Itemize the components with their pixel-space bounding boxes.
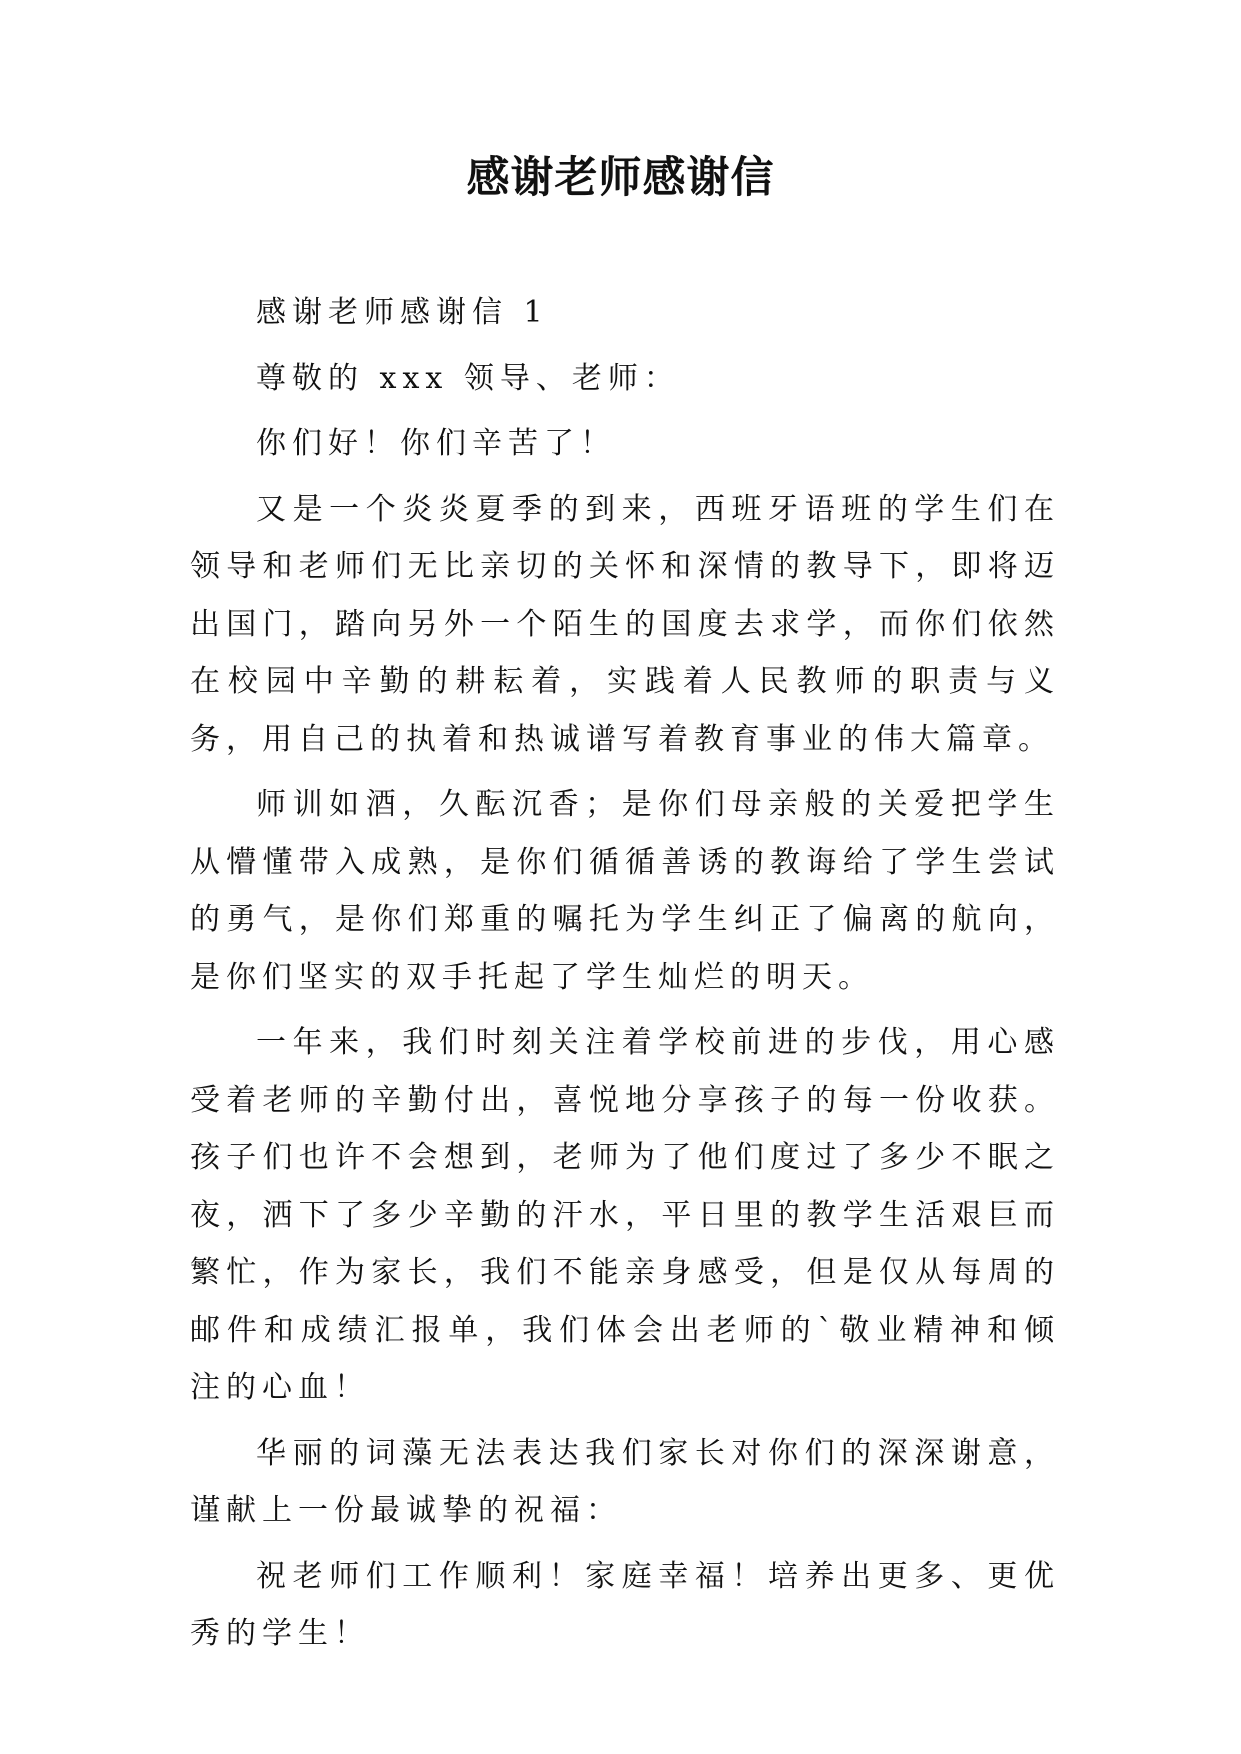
document-body xyxy=(190,284,1060,1671)
paragraph-greeting: 你们好！你们辛苦了！ xyxy=(256,426,616,461)
paragraph-closing: 祝老师们工作顺利！家庭幸福！培养出更多、更优秀的学生！ xyxy=(190,1558,1060,1651)
paragraph-body-1: 又是一个炎炎夏季的到来，西班牙语班的学生们在领导和老师们无比亲切的关怀和深情的教导下，即将迈出国门，踏向另外一个陌生的国度去求学，而你们依然在校园中辛勤的耕耘着，实践着人民教师的职责与义务，用自己的执着和热诚谱写着教育事业的伟大篇章。 xyxy=(190,491,1060,757)
paragraph-heading: 感谢老师感谢信 1 xyxy=(256,295,549,330)
paragraph-body-3: 一年来，我们时刻关注着学校前进的步伐，用心感受着老师的辛勤付出，喜悦地分享孩子的每一份收获。孩子们也许不会想到，老师为了他们度过了多少不眠之夜，洒下了多少辛勤的汗水，平日里的教学生活艰巨而繁忙，作为家长，我们不能亲身感受，但是仅从每周的邮件和成绩汇报单，我们体会出老师的`敬业精神和倾注的心血！ xyxy=(190,1025,1060,1405)
paragraph-body-2: 师训如酒，久酝沉香；是你们母亲般的关爱把学生从懵懂带入成熟，是你们循循善诱的教诲给了学生尝试的勇气，是你们郑重的嘱托为学生纠正了偏离的航向，是你们坚实的双手托起了学生灿烂的明天。 xyxy=(190,787,1060,995)
paragraph-body-4: 华丽的词藻无法表达我们家长对你们的深深谢意，谨献上一份最诚挚的祝福： xyxy=(190,1435,1060,1528)
paragraph-salutation: 尊敬的 xxx 领导、老师： xyxy=(256,360,680,396)
document-title: 感谢老师感谢信 xyxy=(466,153,775,203)
